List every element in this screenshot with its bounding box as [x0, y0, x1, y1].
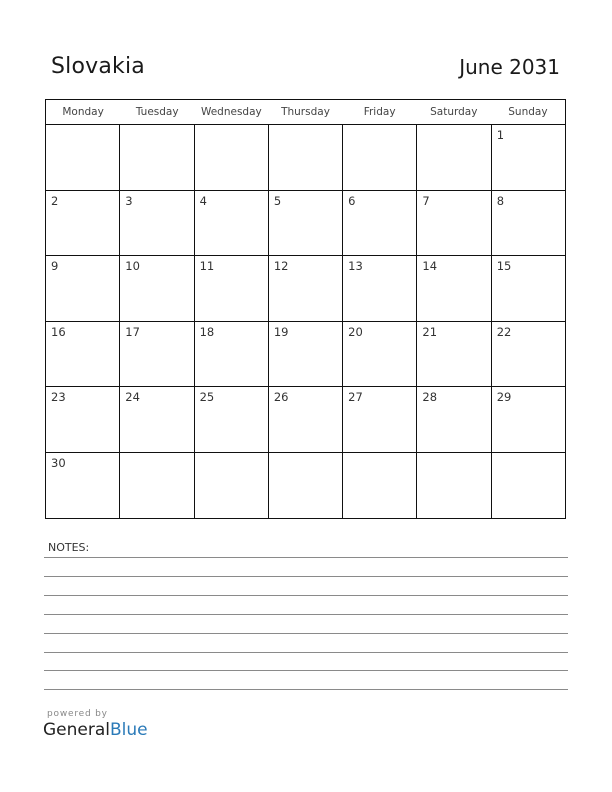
day-number: 2	[51, 193, 59, 208]
day-number: 21	[422, 324, 438, 339]
weekday-friday: Friday	[363, 106, 396, 118]
day-number: 18	[199, 324, 215, 339]
day-cell	[343, 322, 417, 387]
day-number: 6	[348, 193, 356, 208]
weekday-header-row	[46, 100, 565, 125]
calendar-month-year: June 2031	[459, 55, 560, 79]
notes-line	[44, 670, 568, 671]
day-number: 28	[422, 390, 438, 404]
day-cell	[120, 256, 194, 321]
day-number: 7	[422, 193, 430, 208]
day-number: 12	[273, 259, 289, 273]
weekday-sunday: Sunday	[508, 106, 548, 118]
day-cell	[343, 453, 417, 519]
day-number: 13	[348, 259, 363, 273]
day-cell	[269, 191, 343, 256]
day-cell	[269, 453, 343, 519]
day-number: 4	[199, 193, 207, 208]
day-number: 3	[125, 193, 133, 208]
notes-label: NOTES:	[48, 541, 90, 554]
week-row	[46, 387, 565, 453]
day-number: 17	[125, 324, 140, 339]
day-cell	[195, 256, 269, 321]
notes-line	[44, 633, 568, 634]
day-cell	[417, 125, 491, 190]
day-cell	[195, 191, 269, 256]
week-row	[46, 191, 565, 257]
day-cell	[343, 125, 417, 190]
day-number: 24	[125, 390, 140, 404]
calendar-grid	[45, 99, 566, 519]
day-number: 19	[273, 324, 289, 339]
day-number: 25	[199, 390, 215, 404]
day-number: 29	[496, 390, 512, 404]
day-cell	[46, 322, 120, 387]
week-row	[46, 125, 565, 191]
day-cell	[417, 387, 491, 452]
notes-line	[44, 576, 568, 577]
day-cell	[417, 322, 491, 387]
day-cell	[417, 453, 491, 519]
weekday-monday: Monday	[62, 106, 104, 118]
day-number: 22	[496, 324, 512, 339]
day-cell	[492, 453, 565, 519]
day-cell	[343, 387, 417, 452]
day-cell	[417, 191, 491, 256]
notes-line	[44, 614, 568, 615]
day-number: 11	[199, 259, 215, 273]
day-cell	[120, 387, 194, 452]
day-cell	[195, 387, 269, 452]
day-number: 23	[51, 390, 66, 404]
day-number: 15	[496, 259, 512, 273]
day-number: 20	[348, 324, 363, 339]
day-cell	[120, 191, 194, 256]
calendar-country-title: Slovakia	[51, 54, 145, 79]
day-cell	[195, 125, 269, 190]
weekday-thursday: Thursday	[281, 106, 330, 118]
day-cell	[492, 322, 565, 387]
day-cell	[492, 387, 565, 452]
powered-by-text: powered by	[47, 709, 108, 719]
notes-line	[44, 557, 568, 558]
day-cell	[343, 191, 417, 256]
day-cell	[492, 256, 565, 321]
day-number: 16	[51, 324, 66, 339]
weekday-saturday: Saturday	[430, 106, 478, 118]
day-cell	[269, 322, 343, 387]
notes-line	[44, 689, 568, 690]
brand-blue: Blue	[110, 720, 148, 740]
day-cell	[492, 191, 565, 256]
day-cell	[269, 125, 343, 190]
day-cell	[46, 256, 120, 321]
day-number: 1	[496, 128, 505, 142]
day-cell	[120, 453, 194, 519]
weekday-tuesday: Tuesday	[135, 106, 179, 118]
day-cell	[269, 387, 343, 452]
day-cell	[195, 322, 269, 387]
day-cell	[120, 125, 194, 190]
week-row	[46, 453, 565, 519]
day-cell	[343, 256, 417, 321]
brand-general: General	[43, 720, 110, 740]
week-row	[46, 322, 565, 388]
day-number: 8	[496, 193, 505, 208]
day-number: 27	[348, 390, 363, 404]
day-cell	[46, 191, 120, 256]
day-cell	[120, 322, 194, 387]
day-cell	[492, 125, 565, 190]
day-number: 9	[51, 259, 59, 273]
day-cell	[195, 453, 269, 519]
day-cell	[417, 256, 491, 321]
day-number: 30	[51, 455, 66, 470]
day-number: 26	[273, 390, 289, 404]
weekday-wednesday: Wednesday	[200, 106, 262, 118]
notes-line	[44, 652, 568, 653]
day-cell	[46, 387, 120, 452]
day-number: 5	[273, 193, 282, 208]
day-cell	[46, 125, 120, 190]
day-cell	[269, 256, 343, 321]
generalblue-logo	[43, 720, 148, 740]
week-row	[46, 256, 565, 322]
day-number: 10	[125, 259, 140, 273]
notes-line	[44, 595, 568, 596]
day-number: 14	[422, 259, 438, 273]
day-cell	[46, 453, 120, 519]
